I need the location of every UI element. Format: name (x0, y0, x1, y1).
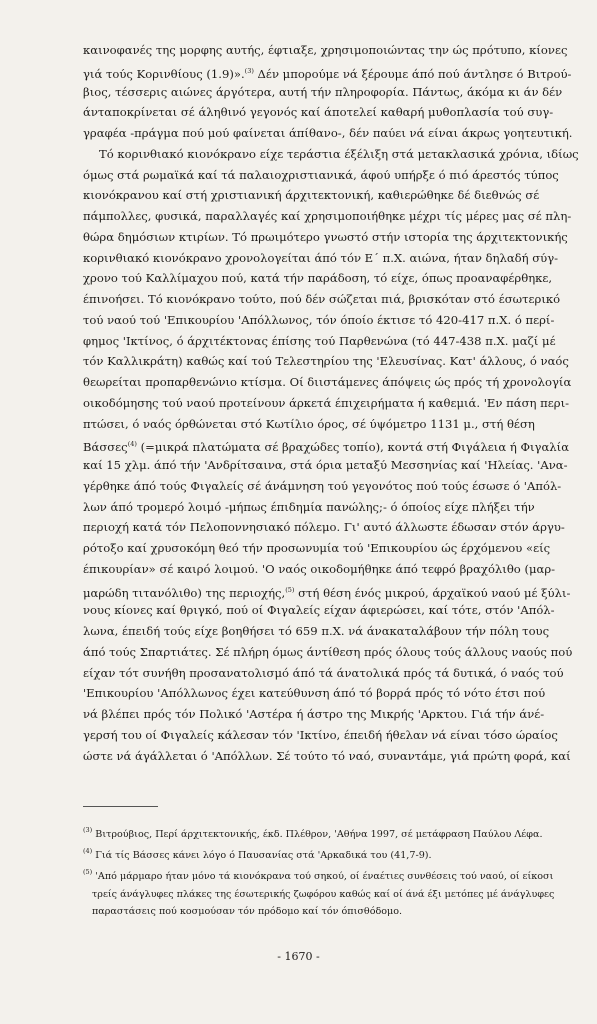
text-line: πτώσει, ό ναός όρθώνεται στό Κωτίλιο όρος, σέ ύψόμετρο 1131 μ., στή θέση (83, 416, 535, 431)
text-line: λων άπό τρομερό λοιμό -μήπως έπιδημία πανώλης;- ό όποίος είχε πλήξει τήν (83, 499, 535, 514)
text-line: περιοχή κατά τόν Πελοποννησιακό πόλεμο. Γι' αυτό άλλωστε έδωσαν στόν άργυ- (83, 520, 565, 535)
text-line: θώρα δημόσιων κτιρίων. Τό πρωιμότερο γνωστό στήν ιστορία της άρχιτεκτονικής (83, 229, 568, 244)
text-line: 'Επικουρίου 'Απόλλωνος έχει κατεύθυνση άπό τό βορρά πρός τό νότο έτσι πού (83, 686, 546, 701)
text-line: Βάσσες$^{(4)}$ (=μικρά πλατώματα σέ βραχώδες τοπίο), κοντά στή Φιγάλεια ή Φιγαλία (83, 440, 570, 455)
text-line: γερσή του οί Φιγαλείς κάλεσαν τόν 'Ικτίνο, έπειδή ήθελαν νά είναι τόσο ώραίος (83, 727, 558, 742)
text-line: μαρώδη τιτανόλιθο) της περιοχής,$^{(5)}$ στή θέση ένός μικρού, άρχαϊκού ναού μέ ξύλι- (83, 585, 571, 600)
text-line: έπικουρίαν» σέ καιρό λοιμού. 'Ο ναός οικοδομήθηκε άπό τεφρό βραχόλιθο (μαρ- (83, 561, 556, 576)
text-line: κορινθιακό κιονόκρανο χρονολογείται άπό τόν Ε΄ π.Χ. αιώνα, ήταν δηλαδή σύγ- (83, 250, 559, 265)
text-line: νά βλέπει πρός τόν Πολικό 'Αστέρα ή άστρο της Μικρής 'Αρκτου. Γιά τήν άνέ- (83, 707, 545, 721)
text-line: τού ναού τού 'Επικουρίου 'Απόλλωνος, τόν όποίο έκτισε τό 420-417 π.Χ. ό περί- (83, 312, 555, 327)
text-line: ώστε νά άγάλλεται ό 'Απόλλων. Σέ τούτο τό ναό, συναντάμε, γιά πρώτη φορά, καί (83, 748, 571, 763)
text-line: πάμπολλες, φυσικά, παραλλαγές καί χρησιμοποιήθηκε μέχρι τίς μέρες μας σέ πλη- (83, 209, 572, 223)
text-line: γέρθηκε άπό τούς Φιγαλείς σέ άνάμνηση τού γεγονότος πού τούς έσωσε ό 'Απόλ- (83, 478, 562, 493)
page-number: - 1670 - (277, 950, 320, 963)
text-line: γραφέα -πράγμα πού μού φαίνεται άπίθανο-, δέν παύει νά είναι άκρως γοητευτική. (83, 126, 573, 140)
text-line: νους κίονες καί θριγκό, πού οί Φιγαλείς είχαν άφιερώσει, καί τότε, στόν 'Απόλ- (83, 603, 555, 618)
footnote-line: τρείς άνάγλυφες πλάκες της έσωτερικής ζωφόρου καθώς καί οί άνά έξι μετόπες μέ άνάγλυφες (92, 888, 555, 900)
footnote-line: $^{(5)}$ 'Από μάρμαρο ήταν μόνο τά κιονόκρανα τού σηκού, οί έναέτιες συνθέσεις τού ναού, οί είκοσι (83, 868, 554, 883)
text-line: βιος, τέσσερις αιώνες άργότερα, αυτή τήν πληροφορία. Πάντως, άκόμα κι άν δέν (83, 84, 563, 99)
text-line: είχαν τότ συνήθη προσανατολισμό άπό τά άνατολικά πρός τά δυτικά, ό ναός τού (83, 665, 564, 680)
footnotes (83, 822, 555, 920)
text-line: χρονο τού Καλλίμαχου πού, κατά τήν παράδοση, τό είχε, όπως προαναφέρθηκε, (83, 271, 553, 286)
text-line: γιά τούς Κορινθίους (1.9)».$^{(3)}$ Δέν μπορούμε νά ξέρουμε άπό πού άντλησε ό Βιτρού- (83, 66, 572, 81)
text-line: λωνα, έπειδή τούς είχε βοηθήσει τό 659 π.Χ. νά άνακαταλάβουν τήν πόλη τους (83, 624, 550, 638)
text-line: άπό τούς Σπαρτιάτες. Σέ πλήρη όμως άντίθεση πρός όλους τούς άλλους ναούς πού (83, 644, 573, 659)
text-line: όμως στά ρωμαϊκά καί τά παλαιοχριστιανικά, άφού υπήρξε ό πιό άρεστός τύπος (83, 167, 559, 182)
main-text (83, 40, 579, 766)
footnote-separator (83, 806, 158, 807)
text-line: έπινοήσει. Τό κιονόκρανο τούτο, πού δέν σώζεται πιά, βρισκόταν στό έσωτερικό (83, 292, 561, 306)
text-line: φημος 'Ικτίνος, ό άρχιτέκτονας έπίσης τού Παρθενώνα (τό 447-438 π.Χ. μαζί μέ (83, 333, 556, 348)
text-line: καινοφανές της μορφης αυτής, έφτιαξε, χρησιμοποιώντας την ώς πρότυπο, κίονες (83, 43, 568, 57)
text-line: άνταποκρίνεται σέ άληθινό γεγονός καί άποτελεί καθαρή μυθοπλασία τού συγ- (83, 105, 554, 120)
text-line: καί 15 χλμ. άπό τήν 'Ανδρίτσαινα, στά όρια μεταξύ Μεσσηνίας καί 'Ηλείας. 'Ανα- (83, 458, 568, 472)
text-line: Τό κορινθιακό κιονόκρανο είχε τεράστια έξέλιξη στά μετακλασικά χρόνια, ιδίως (99, 146, 579, 161)
footnote-line: παραστάσεις πού κοσμούσαν τόν πρόδομο καί τόν όπισθόδομο. (92, 905, 403, 917)
text-line: θεωρείται προπαρθενώνιο κτίσμα. Οί διιστάμενες άπόψεις ώς πρός τή χρονολογία (83, 375, 572, 389)
text-line: οικοδόμησης τού ναού προτείνουν άρκετά έπιχειρήματα ή καθεμιά. 'Εν πάση περι- (83, 395, 570, 410)
text-line: ρότοξο καί χρυσοκόμη θεό τήν προσωνυμία τού 'Επικουρίου ώς έρχόμενου «είς (83, 541, 551, 555)
footnote-line: $^{(4)}$ Γιά τίς Βάσσες κάνει λόγο ό Παυσανίας στά 'Αρκαδικά του (41,7-9). (83, 847, 432, 862)
text-line: τόν Καλλικράτη) καθώς καί τού Τελεστηρίου της 'Ελευσίνας. Κατ' άλλους, ό ναός (83, 354, 569, 369)
footnote-line: $^{(3)}$ Βιτρούβιος, Περί άρχιτεκτονικής, έκδ. Πλέθρον, 'Αθήνα 1997, σέ μετάφραση Παύλου Λέφα. (83, 826, 543, 840)
text-line: κιονόκρανου καί στή χριστιανική άρχιτεκτονική, καθιερώθηκε δέ διεθνώς σέ (83, 188, 540, 203)
